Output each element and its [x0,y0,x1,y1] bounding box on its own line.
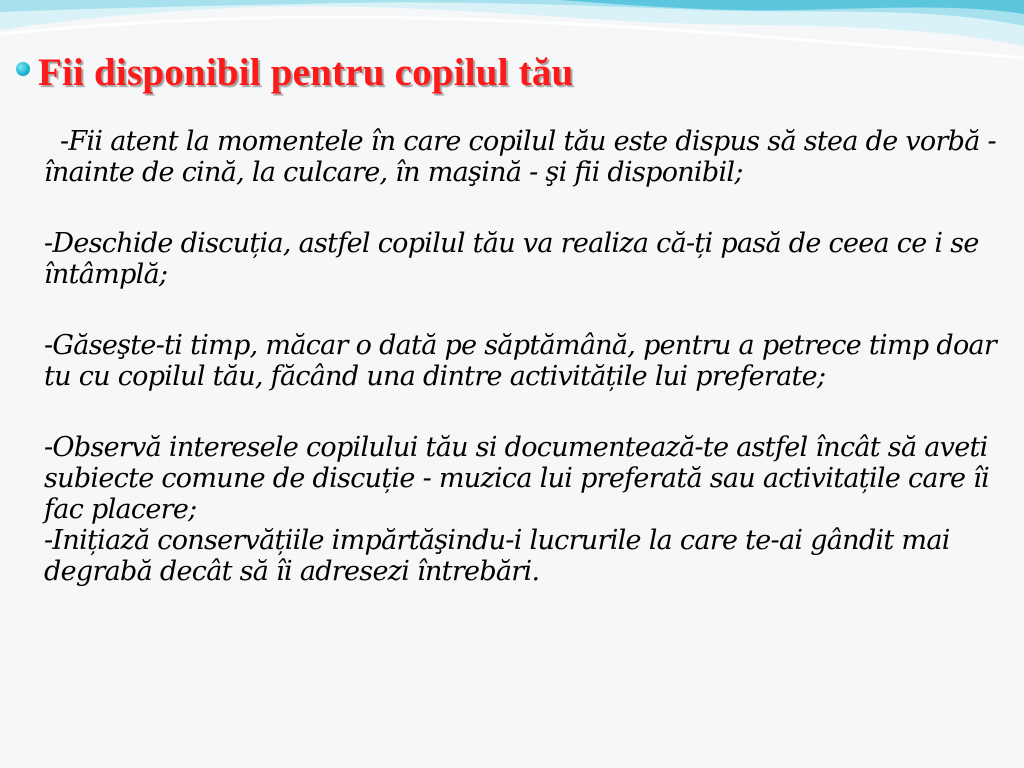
paragraph-observe-interests: -Observă interesele copilului tău si documentează-te astfel încât să aveti subiecte comune de discuție - muzica lui preferată sau activitațile care îi fac placere; [44,432,990,525]
paragraph-initiate-conversations: -Inițiază conservățiile impărtăşindu-i lucrurile la care te-ai gândit mai degrabă decât să îi adresezi întrebări. [44,525,950,587]
paragraph-open-discussion: -Deschide discuția, astfel copilul tău va realiza că-ți pasă de ceea ce i se întâmplă; [44,228,979,290]
paragraph-find-time: -Găseşte-ti timp, măcar o dată pe săptămână, pentru a petrece timp doar tu cu copilul tău, făcând una dintre activitățile lui preferate; [44,330,997,392]
slide-body [44,126,1019,587]
title-row [16,42,573,102]
bullet-dot-icon [16,62,30,76]
paragraph-be-attentive: -Fii atent la momentele în care copilul tău este dispus să stea de vorbă - înainte de cină, la culcare, în maşină - şi fii disponibil; [44,126,996,188]
slide-title: Fii disponibil pentru copilul tău [38,50,574,94]
